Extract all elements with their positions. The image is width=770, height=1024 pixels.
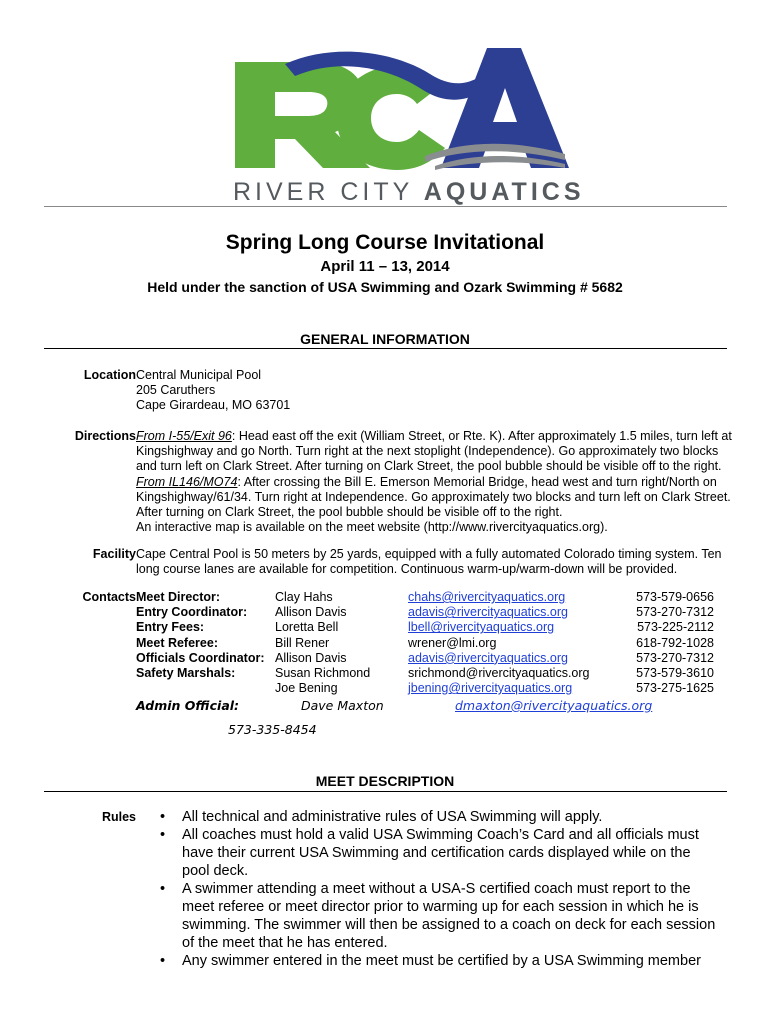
sanction-line: Held under the sanction of USA Swimming and Ozark Swimming # 5682 — [147, 279, 623, 295]
admin-official-role: Admin Official: — [136, 698, 240, 713]
rules-label: Rules — [101, 810, 136, 824]
facility-label: Facility — [92, 547, 136, 561]
contact-names — [275, 590, 370, 696]
contact-email-link[interactable]: adavis@rivercityaquatics.org — [408, 605, 568, 620]
meet-dates: April 11 – 13, 2014 — [320, 258, 450, 275]
meet-description-heading: MEET DESCRIPTION — [315, 773, 455, 789]
contact-phones — [634, 590, 714, 696]
page-title: Spring Long Course Invitational — [225, 231, 545, 254]
directions-i55-link: From I-55/Exit 96 — [136, 429, 232, 443]
rule-item: • Any swimmer entered in the meet must be certified by a USA Swimming member — [160, 952, 740, 970]
contact-phone: 573-270-7312 — [636, 650, 714, 665]
admin-official-email-link[interactable]: dmaxton@rivercityaquatics.org — [455, 698, 653, 713]
admin-official-name: Dave Maxton — [301, 698, 384, 713]
directions-label: Directions — [74, 429, 136, 443]
rules-list — [160, 808, 740, 970]
contact-email: srichmond@rivercityaquatics.org — [408, 665, 590, 680]
contact-email-link[interactable]: adavis@rivercityaquatics.org — [408, 650, 568, 665]
contact-role: Entry Coordinator: — [136, 605, 248, 620]
location-text — [136, 368, 290, 414]
contact-phone: 573-579-3610 — [636, 665, 714, 680]
contact-phone: 573-225-2112 — [637, 620, 714, 635]
contact-roles — [136, 590, 264, 696]
contact-email: wrener@lmi.org — [408, 635, 497, 650]
contact-phone: 573-275-1625 — [636, 681, 714, 696]
facility-text: Cape Central Pool is 50 meters by 25 yards, equipped with a fully automated Colorado timing system. Ten long course lanes are available for competition. Continuous warm-up/warm-down will be provided. — [136, 547, 722, 577]
contact-name: Allison Davis — [275, 605, 347, 620]
contact-phone: 618-792-1028 — [636, 635, 714, 650]
contact-email-link[interactable]: lbell@rivercityaquatics.org — [408, 620, 555, 635]
contact-emails — [408, 590, 590, 696]
directions-il146-link: From IL146/MO74 — [136, 474, 238, 489]
header-divider — [44, 206, 727, 207]
rule-item: • A swimmer attending a meet without a USA-S certified coach must report to the meet referee or meet director prior to warming up for each session in which he is swimming. The swimmer will then be assigned to a coach on deck for each session of the meet that he has entered. — [160, 880, 740, 952]
rule-item: • All coaches must hold a valid USA Swimming Coach’s Card and all officials must have their current USA Swimming and certification cards displayed while on the pool deck. — [160, 826, 740, 880]
contact-role — [136, 681, 264, 696]
contact-name: Clay Hahs — [275, 590, 333, 604]
contact-role: Officials Coordinator: — [136, 650, 265, 665]
contact-email-link[interactable]: chahs@rivercityaquatics.org — [408, 590, 566, 604]
contact-name: Loretta Bell — [275, 620, 339, 635]
rule-item: • All technical and administrative rules of USA Swimming will apply. — [160, 808, 740, 826]
general-information-heading: GENERAL INFORMATION — [300, 331, 470, 347]
directions-text: From I-55/Exit 96: Head east off the exit (William Street, or Rte. K). After approximately 1.5 miles, turn left at Kingshighway and go North. Turn right at the next stoplight (Independence). Go approximately two blocks and turn left on Clark Street. After turning on Clark Street, the pool bubble should be visible off to the right. From IL146/MO74: After crossing the Bill E. Emerson Memorial Bridge, head west and turn right/North on Kingshighway/61/34. Turn right at Independence. Go approximately two blocks and turn left on Clark Street. After turning on Clark Street, the pool bubble should be visible off to the right. An interactive map is available on the meet website (http://www.rivercityaquatics.org). — [136, 429, 732, 535]
contact-name: Susan Richmond — [275, 665, 371, 680]
contact-name: Joe Bening — [275, 681, 338, 696]
location-line: 205 Caruthers — [136, 383, 216, 398]
contact-phone: 573-270-7312 — [636, 605, 714, 620]
location-label: Location — [83, 368, 136, 382]
contact-role: Safety Marshals: — [136, 665, 236, 680]
location-line: Cape Girardeau, MO 63701 — [136, 398, 291, 413]
contact-name: Bill Rener — [275, 635, 330, 650]
location-line: Central Municipal Pool — [136, 368, 262, 382]
contact-email-link[interactable]: jbening@rivercityaquatics.org — [408, 681, 573, 696]
contact-name: Allison Davis — [275, 650, 347, 665]
admin-official-phone: 573-335-8454 — [228, 722, 317, 737]
contacts-label: Contacts — [82, 590, 136, 604]
meet-divider — [44, 791, 727, 792]
contact-phone: 573-579-0656 — [636, 590, 714, 604]
rca-logo — [225, 44, 585, 209]
general-divider — [44, 348, 727, 349]
contact-role: Meet Director: — [136, 590, 221, 604]
rca-monogram-icon — [225, 44, 575, 172]
contact-role: Entry Fees: — [136, 620, 205, 635]
contact-role: Meet Referee: — [136, 635, 218, 650]
logo-wordmark: RIVER CITY AQUATICS — [233, 178, 585, 206]
